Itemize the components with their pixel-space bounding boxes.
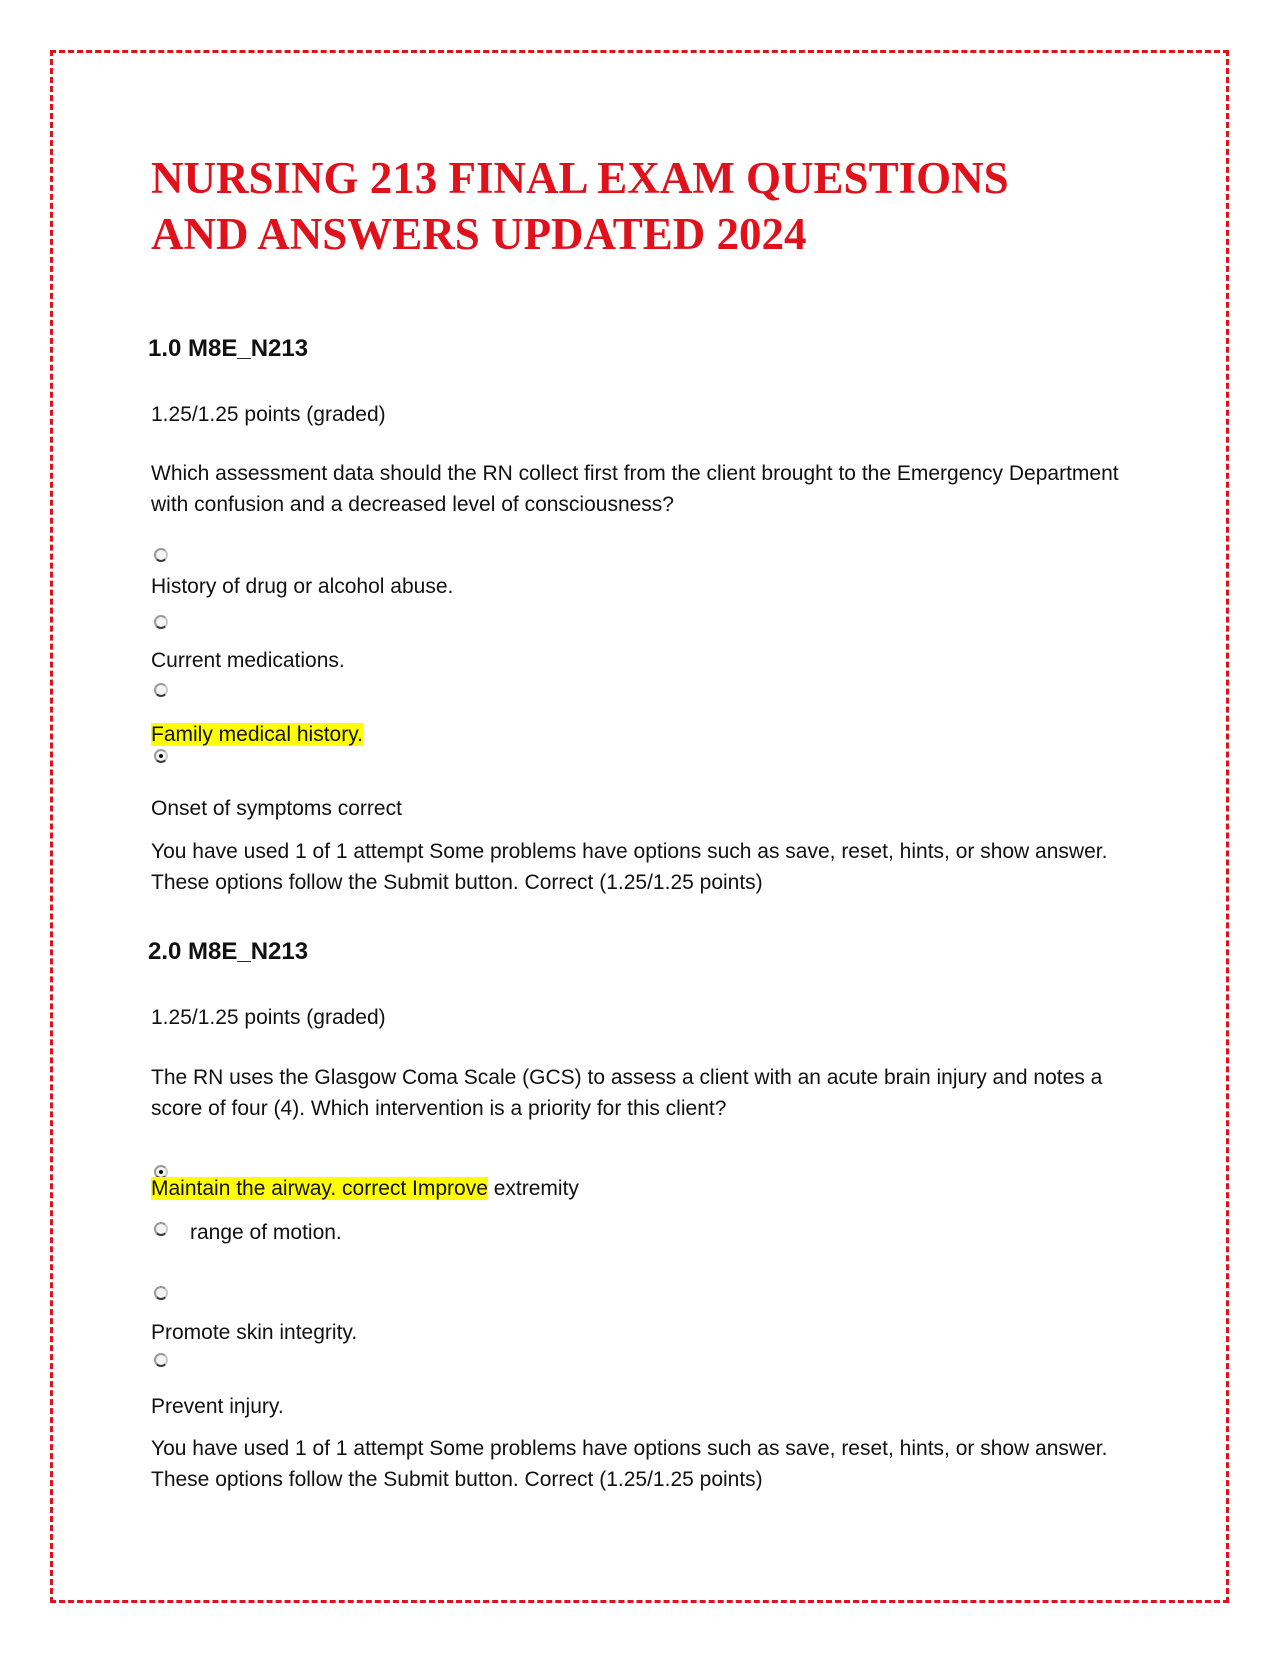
option-label-rest: extremity (487, 1177, 579, 1200)
question-2-points: 1.25/1.25 points (graded) (151, 1006, 386, 1029)
document-title-line-1: NURSING 213 FINAL EXAM QUESTIONS (151, 153, 1009, 203)
question-2-prompt: The RN uses the Glasgow Coma Scale (GCS) to assess a client with an acute brain injury and notes a score of four (4). Which intervention is a priority for this client? (151, 1066, 1103, 1120)
question-2-option-1-label (151, 1173, 579, 1204)
question-1-prompt: Which assessment data should the RN collect first from the client brought to the Emergency Department with confusion and a decreased level of consciousness? (151, 462, 1119, 516)
question-2-heading: 2.0 M8E_N213 (148, 938, 309, 965)
question-2-option-2-label: range of motion. (190, 1221, 342, 1244)
question-2-feedback: You have used 1 of 1 attempt Some problems have options such as save, reset, hints, or show answer. These options follow the Submit button. Correct (1.25/1.25 points) (151, 1437, 1108, 1491)
question-1-option-3-radio[interactable] (154, 683, 168, 697)
question-1-option-3-label (151, 719, 363, 750)
document-title (151, 150, 1111, 262)
question-1-option-4-radio[interactable] (154, 749, 168, 763)
document-title-line-2: AND ANSWERS UPDATED 2024 (151, 209, 807, 259)
question-2-option-3-radio[interactable] (154, 1286, 168, 1300)
question-2-option-4-label: Prevent injury. (151, 1395, 284, 1418)
question-1-heading: 1.0 M8E_N213 (148, 335, 309, 362)
question-2-option-2-radio[interactable] (154, 1222, 168, 1236)
highlighted-text: Family medical history. (151, 723, 363, 746)
highlighted-text: Maintain the airway. correct Improve (151, 1177, 488, 1200)
question-1-option-1-radio[interactable] (154, 548, 168, 562)
question-1-points: 1.25/1.25 points (graded) (151, 403, 386, 426)
page-border (50, 50, 1229, 1603)
question-1-option-4-label: Onset of symptoms correct (151, 797, 402, 820)
question-1-option-2-label: Current medications. (151, 649, 345, 672)
question-1-feedback: You have used 1 of 1 attempt Some problems have options such as save, reset, hints, or show answer. These options follow the Submit button. Correct (1.25/1.25 points) (151, 840, 1108, 894)
question-1-option-1-label: History of drug or alcohol abuse. (151, 575, 454, 598)
question-2-option-3-label: Promote skin integrity. (151, 1321, 358, 1344)
question-2-option-4-radio[interactable] (154, 1353, 168, 1367)
question-1-option-2-radio[interactable] (154, 615, 168, 629)
